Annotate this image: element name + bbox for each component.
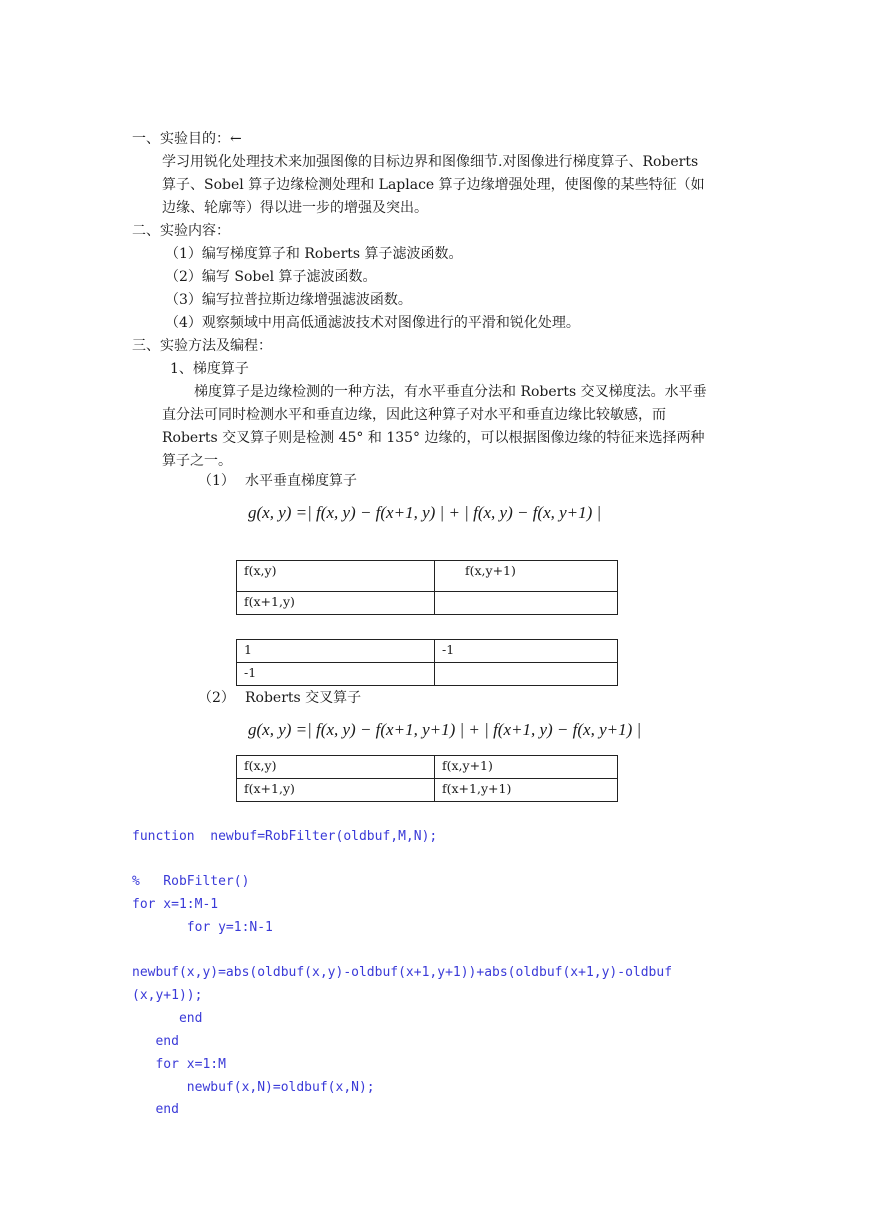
- method1-title: 水平垂直梯度算子: [245, 473, 357, 489]
- kernel-table: [236, 639, 618, 686]
- table-cell: f(x,y): [237, 756, 435, 779]
- table-cell: f(x+1,y): [237, 592, 435, 615]
- code-line: for x=1:M: [132, 1057, 226, 1072]
- table-cell: f(x+1,y+1): [435, 779, 618, 802]
- section1-heading: 一、实验目的：←: [132, 131, 242, 147]
- code-line: (x,y+1));: [132, 988, 203, 1003]
- section2-item: （1）编写梯度算子和 Roberts 算子滤波函数。: [165, 246, 463, 262]
- section3-paragraph-line: 梯度算子是边缘检测的一种方法，有水平垂直分法和 Roberts 交叉梯度法。水平垂: [194, 384, 707, 400]
- code-line: for y=1:N-1: [132, 920, 273, 935]
- method1-number: （1）: [198, 473, 235, 489]
- table-cell: [435, 592, 618, 615]
- section3-heading: 三、实验方法及编程：: [132, 338, 272, 354]
- table-cell: f(x,y): [237, 561, 435, 592]
- code-line: end: [132, 1034, 179, 1049]
- code-line: for x=1:M-1: [132, 897, 219, 912]
- section3-paragraph-line: 算子之一。: [162, 453, 232, 469]
- table-cell: 1: [237, 640, 435, 663]
- table-cell: -1: [435, 640, 618, 663]
- code-line: function newbuf=RobFilter(oldbuf,M,N);: [132, 829, 438, 844]
- table-cell: [435, 663, 618, 686]
- method2-formula: g(x, y) =| f(x, y) − f(x+1, y+1) | + | f(x+1, y) − f(x, y+1) |: [248, 720, 642, 739]
- section2-item: （4）观察频域中用高低通滤波技术对图像进行的平滑和锐化处理。: [165, 315, 580, 331]
- neighborhood-table: [236, 560, 618, 615]
- method2-title: Roberts 交叉算子: [245, 690, 362, 706]
- section1-paragraph-line: 边缘、轮廓等）得以进一步的增强及突出。: [162, 200, 428, 216]
- table-cell: f(x+1,y): [237, 779, 435, 802]
- code-line: end: [132, 1102, 179, 1117]
- section3-paragraph-line: 直分法可同时检测水平和垂直边缘，因此这种算子对水平和垂直边缘比较敏感，而: [162, 407, 666, 423]
- section3-paragraph-line: Roberts 交叉算子则是检测 45° 和 135° 边缘的，可以根据图像边缘的特征来选择两种: [162, 430, 705, 446]
- code-line: end: [132, 1011, 203, 1026]
- table-cell: -1: [237, 663, 435, 686]
- section2-item: （2）编写 Sobel 算子滤波函数。: [165, 269, 377, 285]
- table-cell: f(x,y+1): [435, 561, 618, 592]
- section1-paragraph-line: 学习用锐化处理技术来加强图像的目标边界和图像细节.对图像进行梯度算子、Roberts: [162, 154, 699, 170]
- code-line: newbuf(x,N)=oldbuf(x,N);: [132, 1080, 375, 1095]
- table-cell: f(x,y+1): [435, 756, 618, 779]
- code-line: % RobFilter(): [132, 874, 250, 889]
- section2-heading: 二、实验内容：: [132, 223, 230, 239]
- method1-formula: g(x, y) =| f(x, y) − f(x+1, y) | + | f(x, y) − f(x, y+1) |: [248, 503, 602, 522]
- arrow-left-icon: ←: [230, 131, 242, 147]
- section2-item: （3）编写拉普拉斯边缘增强滤波函数。: [165, 292, 412, 308]
- code-line: newbuf(x,y)=abs(oldbuf(x,y)-oldbuf(x+1,y+1))+abs(oldbuf(x+1,y)-oldbuf: [132, 965, 673, 980]
- roberts-table: [236, 755, 618, 802]
- method2-number: （2）: [198, 690, 235, 706]
- subsection-title: 1、梯度算子: [170, 361, 249, 377]
- section1-paragraph-line: 算子、Sobel 算子边缘检测处理和 Laplace 算子边缘增强处理，使图像的某些特征（如: [162, 177, 705, 193]
